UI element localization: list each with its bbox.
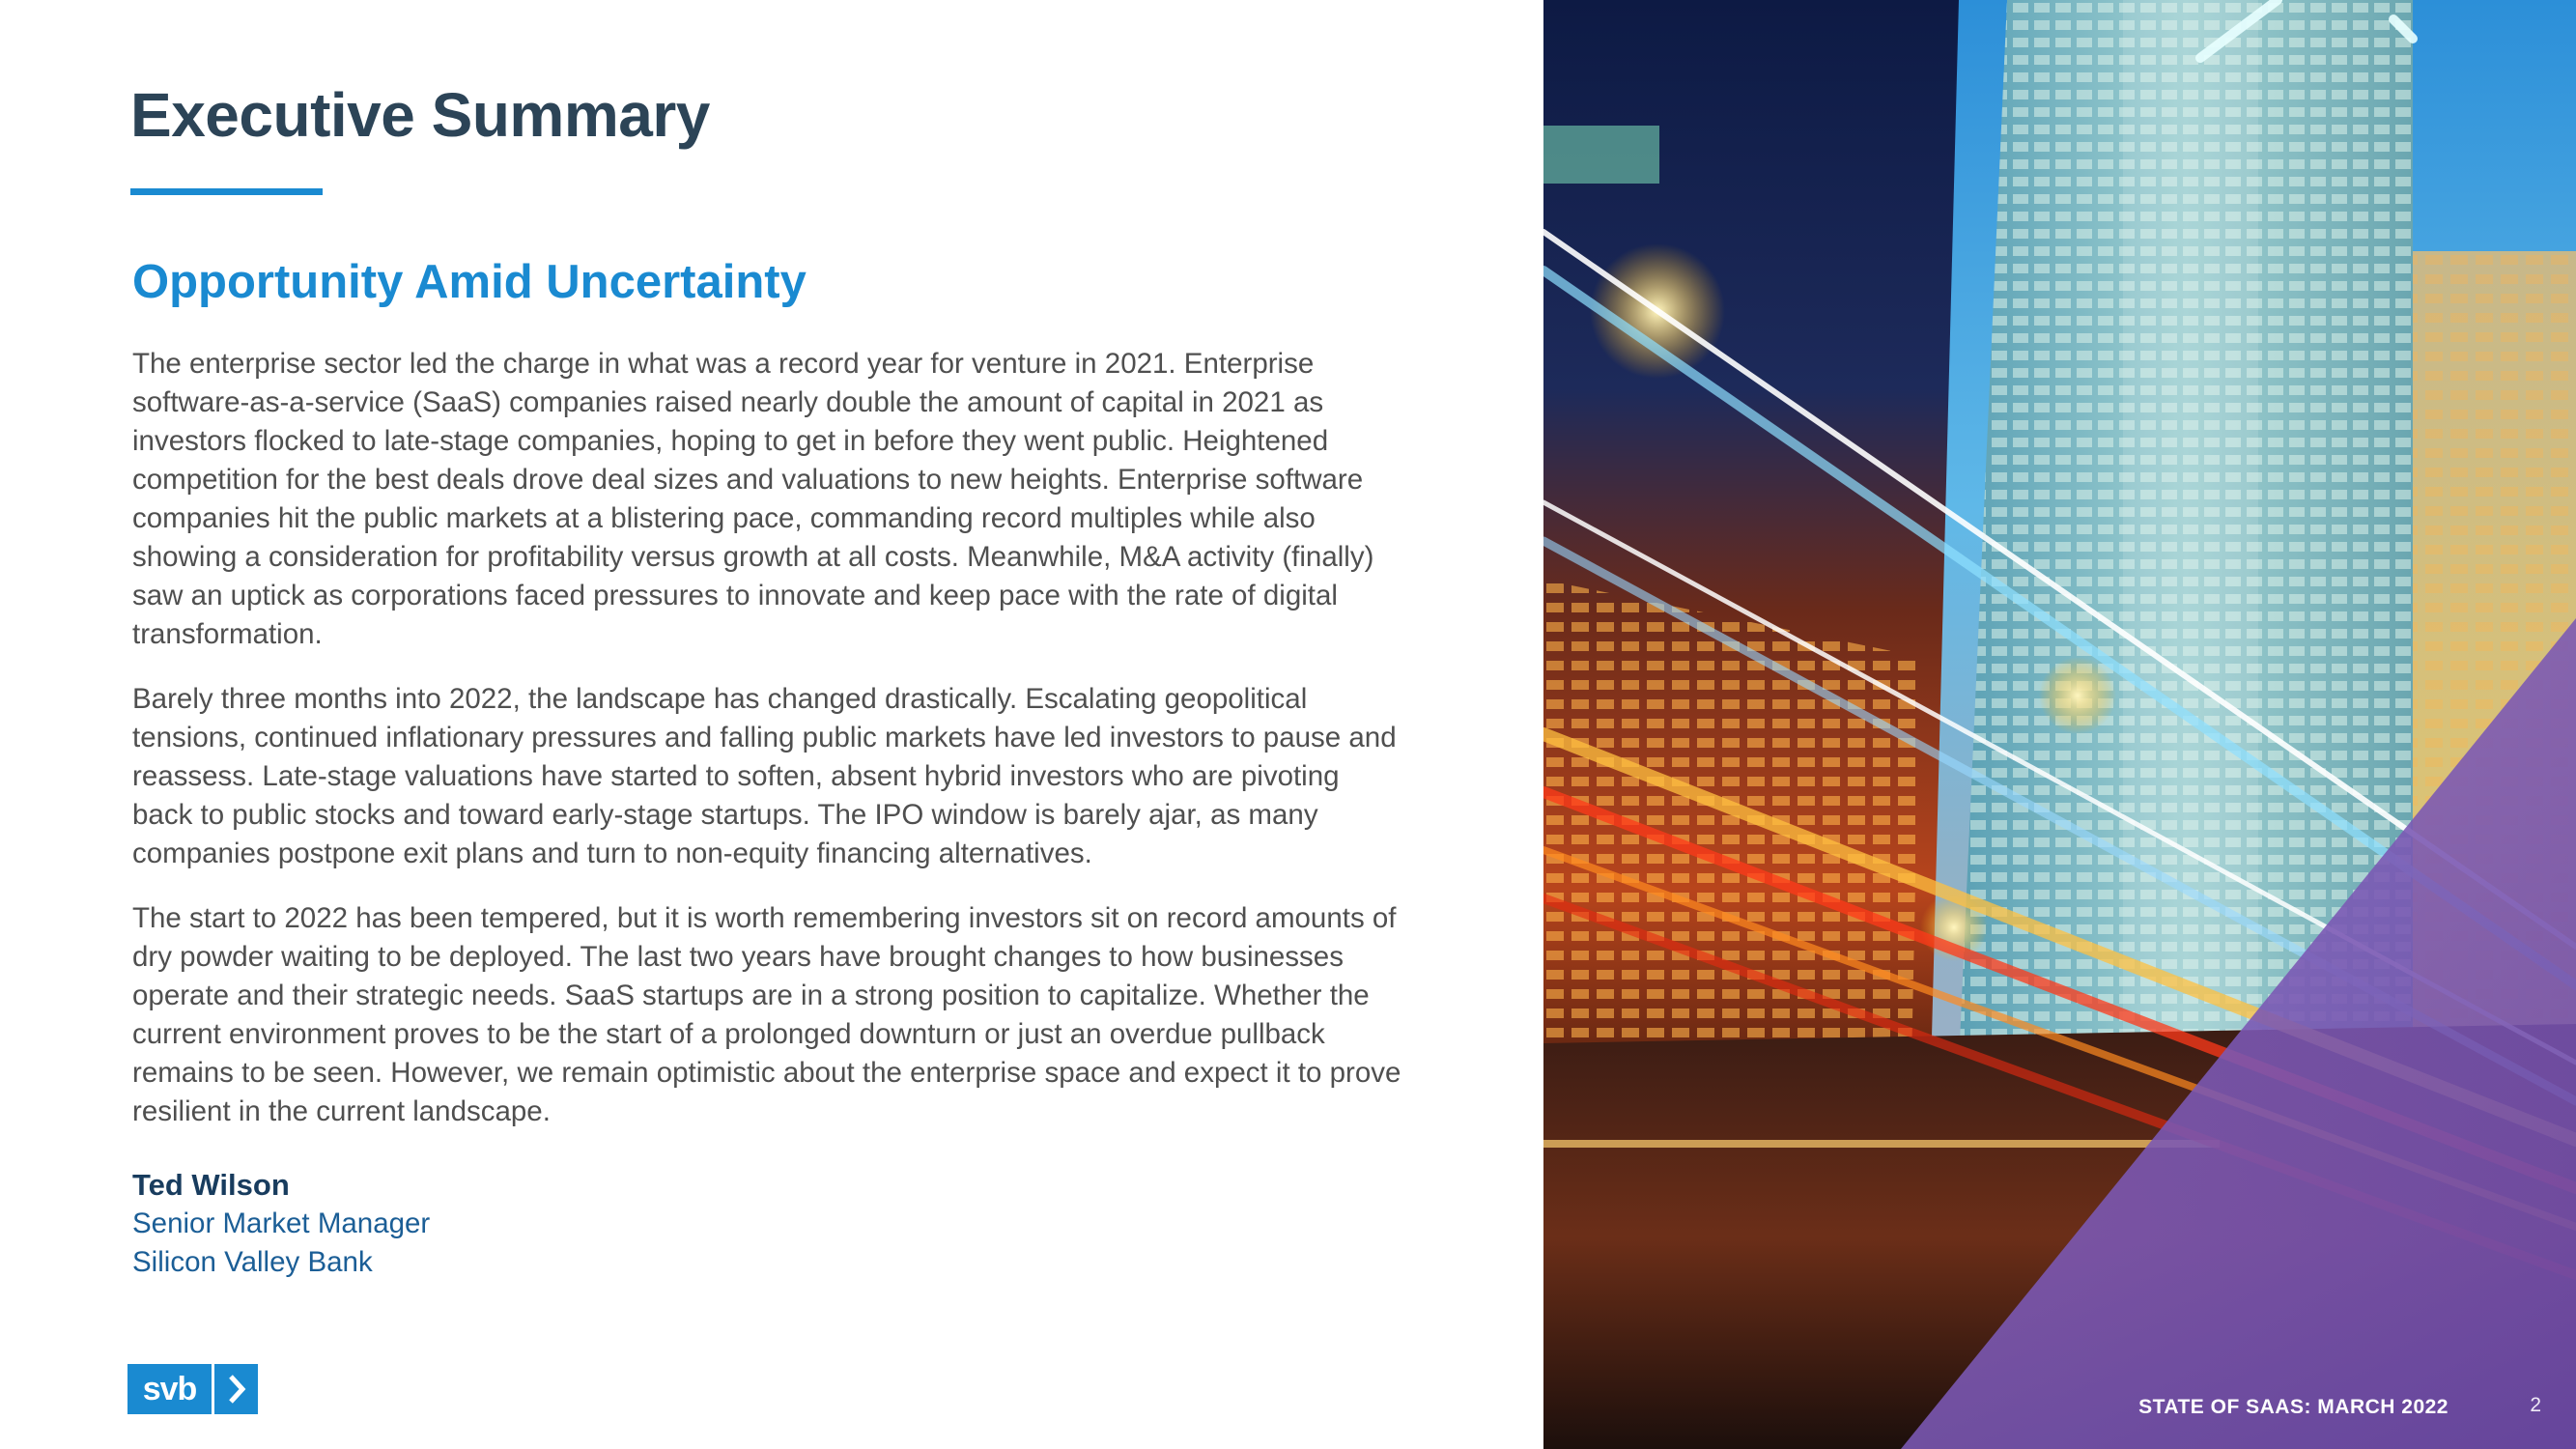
paragraph-3: The start to 2022 has been tempered, but it is worth remembering investors sit on record amounts of dry powder waiting to be deployed. The last two years have brought changes to how businesses operate and their strategic needs. SaaS startups are in a strong position to capitalize. Whether the current environment proves to be the start of a prolonged downturn or just an overdue pullback remains to be seen. However, we remain optimistic about the enterprise space and expect it to prove resilient in the current landscape.: [132, 902, 1401, 1127]
footer-label: STATE OF SAAS: MARCH 2022: [2138, 1396, 2449, 1418]
signature-block: [132, 1166, 430, 1282]
signature-company: Silicon Valley Bank: [132, 1246, 373, 1278]
logo-wordmark: svb: [127, 1364, 212, 1414]
page-number: 2: [2530, 1394, 2541, 1416]
paragraph-2: Barely three months into 2022, the landscape has changed drastically. Escalating geopolitical tensions, continued inflationary pressures and falling public markets have led investors to pause and reassess. Late-stage valuations have started to soften, absent hybrid investors who are pivoting back to public stocks and toward early-stage startups. The IPO window is barely ajar, as many companies postpone exit plans and turn to non-equity financing alternatives.: [132, 683, 1397, 869]
paragraph-1: The enterprise sector led the charge in what was a record year for venture in 2021. Enterprise software-as-a-service (SaaS) companies raised nearly double the amount of capital in 2021 as investors flocked to late-stage companies, hoping to get in before they went public. Heightened competition for the best deals drove deal sizes and valuations to new heights. Enterprise software companies hit the public markets at a blistering pace, commanding record multiples while also showing a consideration for profitability versus growth at all costs. Meanwhile, M&A activity (finally) saw an uptick as corporations faced pressures to innovate and keep pace with the rate of digital transformation.: [132, 348, 1374, 650]
signature-name: Ted Wilson: [132, 1168, 290, 1202]
chevron-right-icon: [214, 1364, 258, 1414]
page-title: Executive Summary: [130, 80, 710, 150]
body-text: [132, 345, 1407, 1157]
city-night-photo: [1543, 0, 2576, 1449]
signature-role: Senior Market Manager: [132, 1208, 431, 1239]
svb-logo: [127, 1364, 258, 1414]
section-subtitle: Opportunity Amid Uncertainty: [132, 256, 807, 308]
title-underline: [130, 188, 323, 195]
